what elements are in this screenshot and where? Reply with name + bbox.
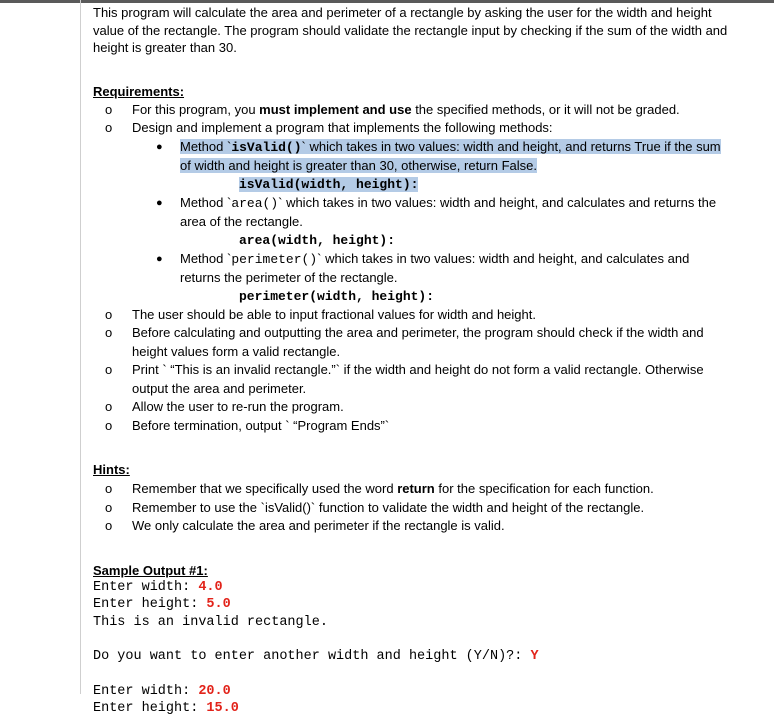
req-item-2: o Design and implement a program that implements the following methods:	[93, 119, 733, 138]
top-border	[0, 0, 774, 3]
method-perimeter: ● Method `perimeter()` which takes in two values: width and height, and calculates and returns the perimeter of the rectangle.	[156, 250, 690, 285]
req-item-6: o Allow the user to re-run the program.	[93, 398, 733, 417]
sample-line-width: Enter width: 4.0	[93, 579, 223, 595]
bullet-circle: o	[105, 399, 113, 414]
sample-line-again: Do you want to enter another width and height (Y/N)?: Y	[93, 649, 539, 664]
bullet-circle: o	[105, 120, 113, 135]
req-item-7: o Before termination, output ` “Program Ends”`	[93, 417, 733, 436]
bullet-circle: o	[105, 101, 113, 117]
bullet-circle: o	[105, 306, 113, 322]
bullet-dot: ●	[156, 140, 163, 153]
bullet-dot: ●	[156, 252, 163, 265]
bullet-dot: ●	[156, 196, 163, 209]
bullet-circle: o	[105, 499, 113, 515]
hint-item-3: o We only calculate the area and perimeter if the rectangle is valid.	[93, 517, 733, 536]
sample-line-height-2: Enter height: 15.0	[93, 701, 239, 716]
intro-paragraph: This program will calculate the area and perimeter of a rectangle by asking the user for the width and height value of the rectangle. The program should validate the rectangle input by checking if the sum of the width and height is greater than 30.	[93, 5, 728, 55]
req-item-1: o For this program, you must implement and use the specified methods, or it will not be graded.	[93, 101, 733, 120]
page-edge	[80, 0, 81, 694]
isvalid-signature: isValid(width, height):	[239, 176, 419, 192]
bullet-circle: o	[105, 481, 113, 496]
sample-output-heading: Sample Output #1:	[93, 562, 208, 578]
bullet-circle: o	[105, 417, 113, 433]
document-page	[93, 4, 733, 718]
req-item-3: o The user should be able to input fractional values for width and height.	[93, 306, 733, 325]
req-item-5: o Print ` “This is an invalid rectangle.”` if the width and height do not form a valid rectangle. Otherwise output the area and perimeter.	[105, 362, 704, 396]
requirements-heading: Requirements:	[93, 83, 185, 99]
hint-item-1: o Remember that we specifically used the word return for the specification for each function.	[93, 480, 733, 499]
hints-heading: Hints:	[93, 462, 130, 477]
hint-item-2: o Remember to use the `isValid()` function to validate the width and height of the rectangle.	[93, 499, 733, 518]
sample-line-width-2: Enter width: 20.0	[93, 683, 231, 699]
method-isvalid: ● Method `isValid()` which takes in two values: width and height, and returns True if the sum of width and height is greater than 30, otherwise, return False.	[156, 138, 721, 173]
bullet-circle: o	[105, 362, 113, 377]
sample-line-height: Enter height: 5.0	[93, 597, 231, 612]
perimeter-signature: perimeter(width, height):	[239, 288, 435, 304]
method-area: ● Method `area()` which takes in two values: width and height, and calculates and returns the area of the rectangle.	[156, 194, 717, 229]
bullet-circle: o	[105, 325, 113, 340]
req-item-4: o Before calculating and outputting the area and perimeter, the program should check if the width and height values form a valid rectangle.	[105, 325, 704, 359]
bullet-circle: o	[105, 518, 113, 533]
area-signature: area(width, height):	[239, 232, 396, 248]
sample-line-invalid: This is an invalid rectangle.	[93, 614, 328, 630]
